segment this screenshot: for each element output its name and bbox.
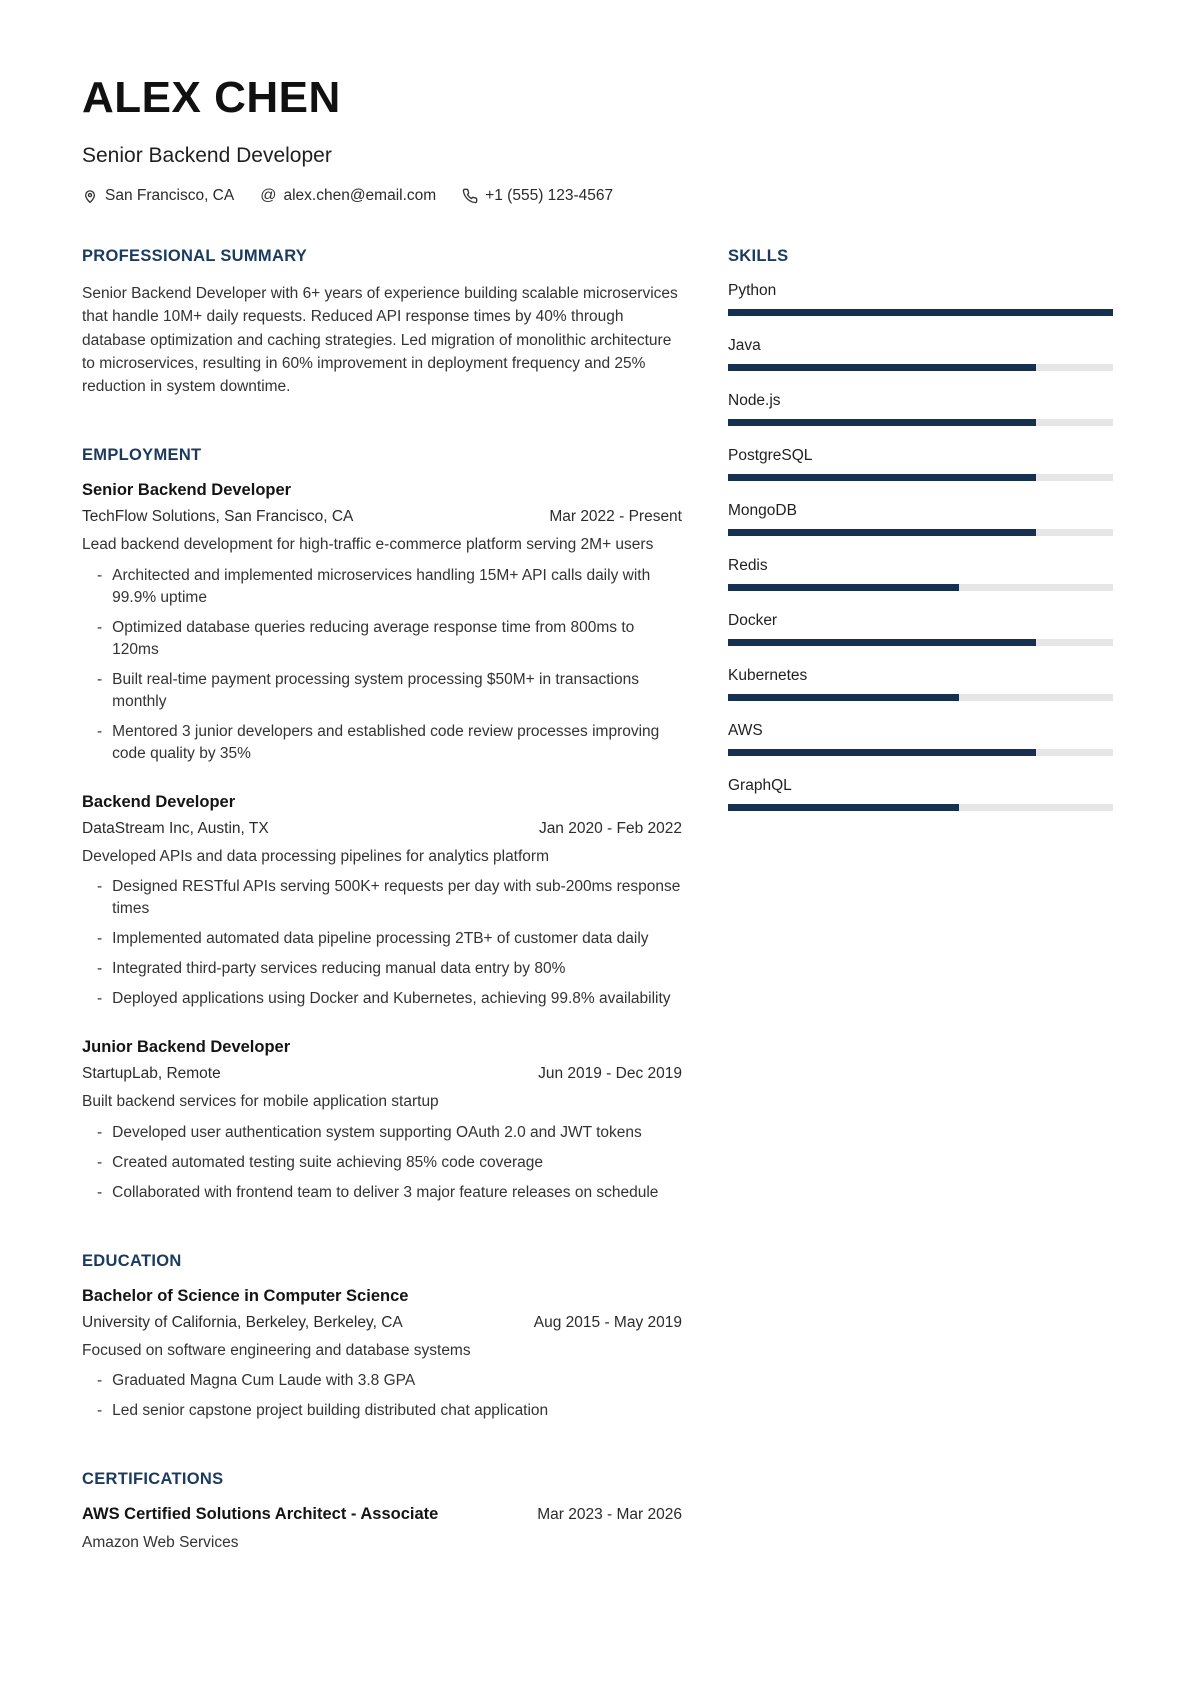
job-summary: Lead backend development for high-traffic e-commerce platform serving 2M+ users (82, 536, 654, 554)
skill-bar-fill (728, 639, 1036, 646)
skill-bar-track (728, 804, 1113, 811)
skill-item (728, 777, 1113, 811)
skill-item (728, 502, 1113, 536)
email-text: alex.chen@email.com (283, 187, 437, 204)
bullet-item (97, 988, 682, 1010)
job-title: Senior Backend Developer (82, 481, 292, 500)
skill-bar-fill (728, 474, 1036, 481)
bullet-text: Built real-time payment processing system processing $50M+ in transactions monthly (112, 670, 639, 710)
job-dates: Jan 2020 - Feb 2022 (538, 819, 682, 837)
contact-location (82, 187, 234, 205)
job-company: TechFlow Solutions, San Francisco, CA (82, 508, 354, 526)
education-degree: Bachelor of Science in Computer Science (82, 1286, 409, 1305)
skill-bar-fill (728, 584, 959, 591)
skill-bar-track (728, 529, 1113, 536)
education-summary: Focused on software engineering and database systems (82, 1341, 471, 1359)
bullet-item (97, 1370, 682, 1392)
location-pin-icon (82, 188, 98, 204)
job-summary: Built backend services for mobile application startup (82, 1093, 439, 1111)
job-dates: Mar 2022 - Present (549, 508, 682, 526)
section-education (82, 1252, 682, 1422)
resume-header (82, 73, 1113, 205)
skill-name: Redis (728, 557, 768, 574)
bullet-dash: - (97, 1123, 103, 1141)
bullet-item (97, 876, 682, 920)
bullet-text: Graduated Magna Cum Laude with 3.8 GPA (112, 1372, 416, 1390)
skill-item (728, 722, 1113, 756)
job-summary: Developed APIs and data processing pipelines for analytics platform (82, 847, 549, 865)
education-heading: EDUCATION (82, 1251, 182, 1270)
bullet-text: Developed user authentication system supporting OAuth 2.0 and JWT tokens (112, 1123, 642, 1141)
bullet-text: Optimized database queries reducing average response time from 800ms to 120ms (112, 618, 635, 658)
bullet-item (97, 617, 682, 661)
phone-text: +1 (555) 123-4567 (485, 187, 614, 204)
skill-item (728, 667, 1113, 701)
bullet-text: Integrated third-party services reducing manual data entry by 80% (112, 960, 566, 978)
main-column (82, 247, 682, 1603)
skills-heading: SKILLS (728, 247, 789, 265)
job-title: Junior Backend Developer (82, 1038, 291, 1057)
skill-item (728, 392, 1113, 426)
skill-bar-track (728, 749, 1113, 756)
bullet-text: Implemented automated data pipeline processing 2TB+ of customer data daily (112, 930, 649, 948)
bullet-text: Collaborated with frontend team to deliver 3 major feature releases on schedule (112, 1183, 659, 1201)
certification-dates: Mar 2023 - Mar 2026 (537, 1506, 682, 1524)
job-bullets (82, 565, 682, 765)
job-company: StartupLab, Remote (82, 1065, 221, 1083)
skill-name: AWS (728, 722, 763, 739)
bullet-item (97, 1400, 682, 1422)
candidate-title: Senior Backend Developer (82, 144, 332, 167)
skill-name: Python (728, 282, 777, 299)
skill-bar-fill (728, 419, 1036, 426)
skill-item (728, 447, 1113, 481)
contact-email (260, 187, 436, 205)
bullet-dash: - (97, 930, 103, 948)
skill-bar-fill (728, 804, 959, 811)
bullet-item (97, 721, 682, 765)
skill-item (728, 337, 1113, 371)
job-bullets (82, 876, 682, 1010)
skill-name: PostgreSQL (728, 447, 813, 464)
bullet-dash: - (97, 1402, 103, 1420)
job-entry (82, 481, 682, 764)
section-professional-summary (82, 247, 682, 398)
skill-bar-track (728, 474, 1113, 481)
job-meta-row (82, 1065, 682, 1083)
bullet-dash: - (97, 722, 103, 740)
bullet-text: Mentored 3 junior developers and established code review processes improving code quality by 35% (112, 722, 660, 762)
job-entry (82, 1038, 682, 1203)
skill-bar-track (728, 584, 1113, 591)
location-text: San Francisco, CA (105, 187, 235, 204)
certifications-heading: CERTIFICATIONS (82, 1470, 224, 1489)
job-entry (82, 793, 682, 1010)
skill-name: MongoDB (728, 502, 797, 519)
bullet-text: Designed RESTful APIs serving 500K+ requests per day with sub-200ms response times (112, 878, 681, 918)
bullet-item (97, 928, 682, 950)
job-dates: Jun 2019 - Dec 2019 (538, 1065, 682, 1083)
email-at-icon: @ (260, 187, 277, 204)
section-certifications (82, 1470, 682, 1554)
skills-sidebar (728, 247, 1113, 832)
certification-meta-row (82, 1505, 682, 1524)
bullet-item (97, 1182, 682, 1204)
skill-item (728, 612, 1113, 646)
job-meta-row (82, 508, 682, 526)
skill-bar-track (728, 639, 1113, 646)
section-employment (82, 446, 682, 1203)
bullet-text: Led senior capstone project building distributed chat application (112, 1402, 549, 1420)
contact-phone (462, 187, 613, 205)
bullet-dash: - (97, 670, 103, 688)
bullet-dash: - (97, 960, 103, 978)
skill-bar-track (728, 364, 1113, 371)
bullet-item (97, 958, 682, 980)
job-bullets (82, 1122, 682, 1204)
bullet-dash: - (97, 1372, 103, 1390)
skill-name: Node.js (728, 392, 781, 409)
bullet-dash: - (97, 1183, 103, 1201)
skill-item (728, 557, 1113, 591)
education-school: University of California, Berkeley, Berkeley, CA (82, 1313, 403, 1331)
skill-bar-fill (728, 529, 1036, 536)
bullet-dash: - (97, 878, 103, 896)
employment-heading: EMPLOYMENT (82, 446, 202, 465)
skill-bar-fill (728, 364, 1036, 371)
content-columns (82, 247, 1113, 1603)
skill-item (728, 282, 1113, 316)
skill-bar-track (728, 309, 1113, 316)
certification-issuer: Amazon Web Services (82, 1534, 239, 1552)
summary-text: Senior Backend Developer with 6+ years of experience building scalable microservices that handle 10M+ daily requests. Reduced API response times by 40% through database optimization and caching strategies. Led migration of monolithic architecture to microservices, resulting in 60% improvement in deployment frequency and 25% reduction in system downtime. (82, 285, 678, 395)
job-title: Backend Developer (82, 792, 236, 811)
skill-name: Java (728, 337, 761, 354)
bullet-dash: - (97, 618, 103, 636)
certification-name: AWS Certified Solutions Architect - Associate (82, 1505, 439, 1524)
skill-name: GraphQL (728, 777, 792, 794)
bullet-item (97, 1152, 682, 1174)
skill-bar-fill (728, 694, 959, 701)
education-entry (82, 1287, 682, 1422)
bullet-dash: - (97, 1153, 103, 1171)
bullet-dash: - (97, 990, 103, 1008)
skill-bar-track (728, 419, 1113, 426)
bullet-text: Architected and implemented microservices handling 15M+ API calls daily with 99.9% uptime (112, 566, 651, 606)
skill-name: Docker (728, 612, 778, 629)
bullet-text: Deployed applications using Docker and Kubernetes, achieving 99.8% availability (112, 990, 671, 1008)
phone-icon (462, 188, 478, 204)
skills-list (728, 282, 1113, 811)
bullet-text: Created automated testing suite achieving 85% code coverage (112, 1153, 544, 1171)
skill-bar-track (728, 694, 1113, 701)
certification-entry (82, 1505, 682, 1554)
contact-row (82, 187, 1113, 205)
jobs-list (82, 481, 682, 1203)
skill-bar-fill (728, 309, 1113, 316)
summary-heading: PROFESSIONAL SUMMARY (82, 247, 308, 265)
job-meta-row (82, 820, 682, 838)
bullet-dash: - (97, 566, 103, 584)
bullet-item (97, 1122, 682, 1144)
candidate-name: ALEX CHEN (82, 73, 341, 122)
job-company: DataStream Inc, Austin, TX (82, 819, 269, 837)
education-meta-row (82, 1314, 682, 1332)
education-dates: Aug 2015 - May 2019 (533, 1313, 682, 1331)
skill-name: Kubernetes (728, 667, 808, 684)
bullet-item (97, 565, 682, 609)
skill-bar-fill (728, 749, 1036, 756)
education-bullets (82, 1370, 682, 1422)
bullet-item (97, 669, 682, 713)
